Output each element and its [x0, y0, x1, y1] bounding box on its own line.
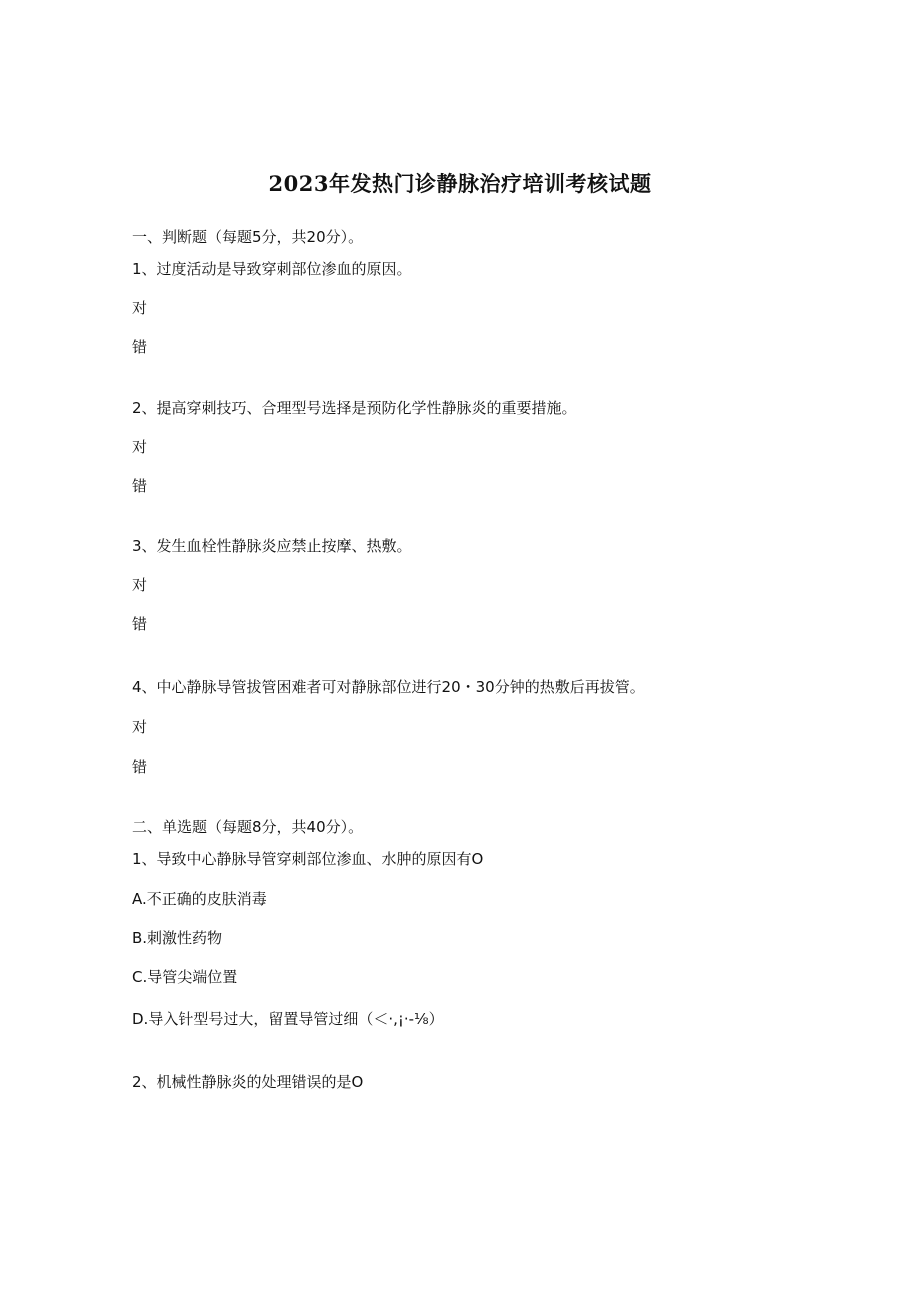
question-text: 3、发生血栓性静脉炎应禁止按摩、热敷。	[132, 537, 412, 555]
option-true: 对	[132, 576, 148, 594]
option-false: 错	[132, 615, 148, 633]
question-text: 2、机械性静脉炎的处理错误的是O	[132, 1073, 364, 1091]
section-heading-judgment: 一、判断题（每题5分，共20分）。	[132, 228, 364, 246]
section-heading-single-choice: 二、单选题（每题8分，共40分）。	[132, 818, 364, 836]
option-a: A.不正确的皮肤消毒	[132, 890, 267, 908]
option-false: 错	[132, 338, 148, 356]
option-true: 对	[132, 718, 148, 736]
question-text: 2、提高穿刺技巧、合理型号选择是预防化学性静脉炎的重要措施。	[132, 399, 577, 417]
document-title: 2023年发热门诊静脉治疗培训考核试题	[268, 171, 652, 196]
option-true: 对	[132, 438, 148, 456]
question-text: 1、过度活动是导致穿刺部位渗血的原因。	[132, 260, 412, 278]
question-text: 4、中心静脉导管拔管困难者可对静脉部位进行20・30分钟的热敷后再拔管。	[132, 678, 645, 696]
option-false: 错	[132, 477, 148, 495]
question-text: 1、导致中心静脉导管穿刺部位渗血、水肿的原因有O	[132, 850, 484, 868]
option-d: D.导入针型号过大，留置导管过细（＜·,¡·-⅛）	[132, 1010, 444, 1028]
option-b: B.刺激性药物	[132, 929, 223, 947]
option-c: C.导管尖端位置	[132, 968, 238, 986]
option-true: 对	[132, 299, 148, 317]
option-false: 错	[132, 758, 148, 776]
